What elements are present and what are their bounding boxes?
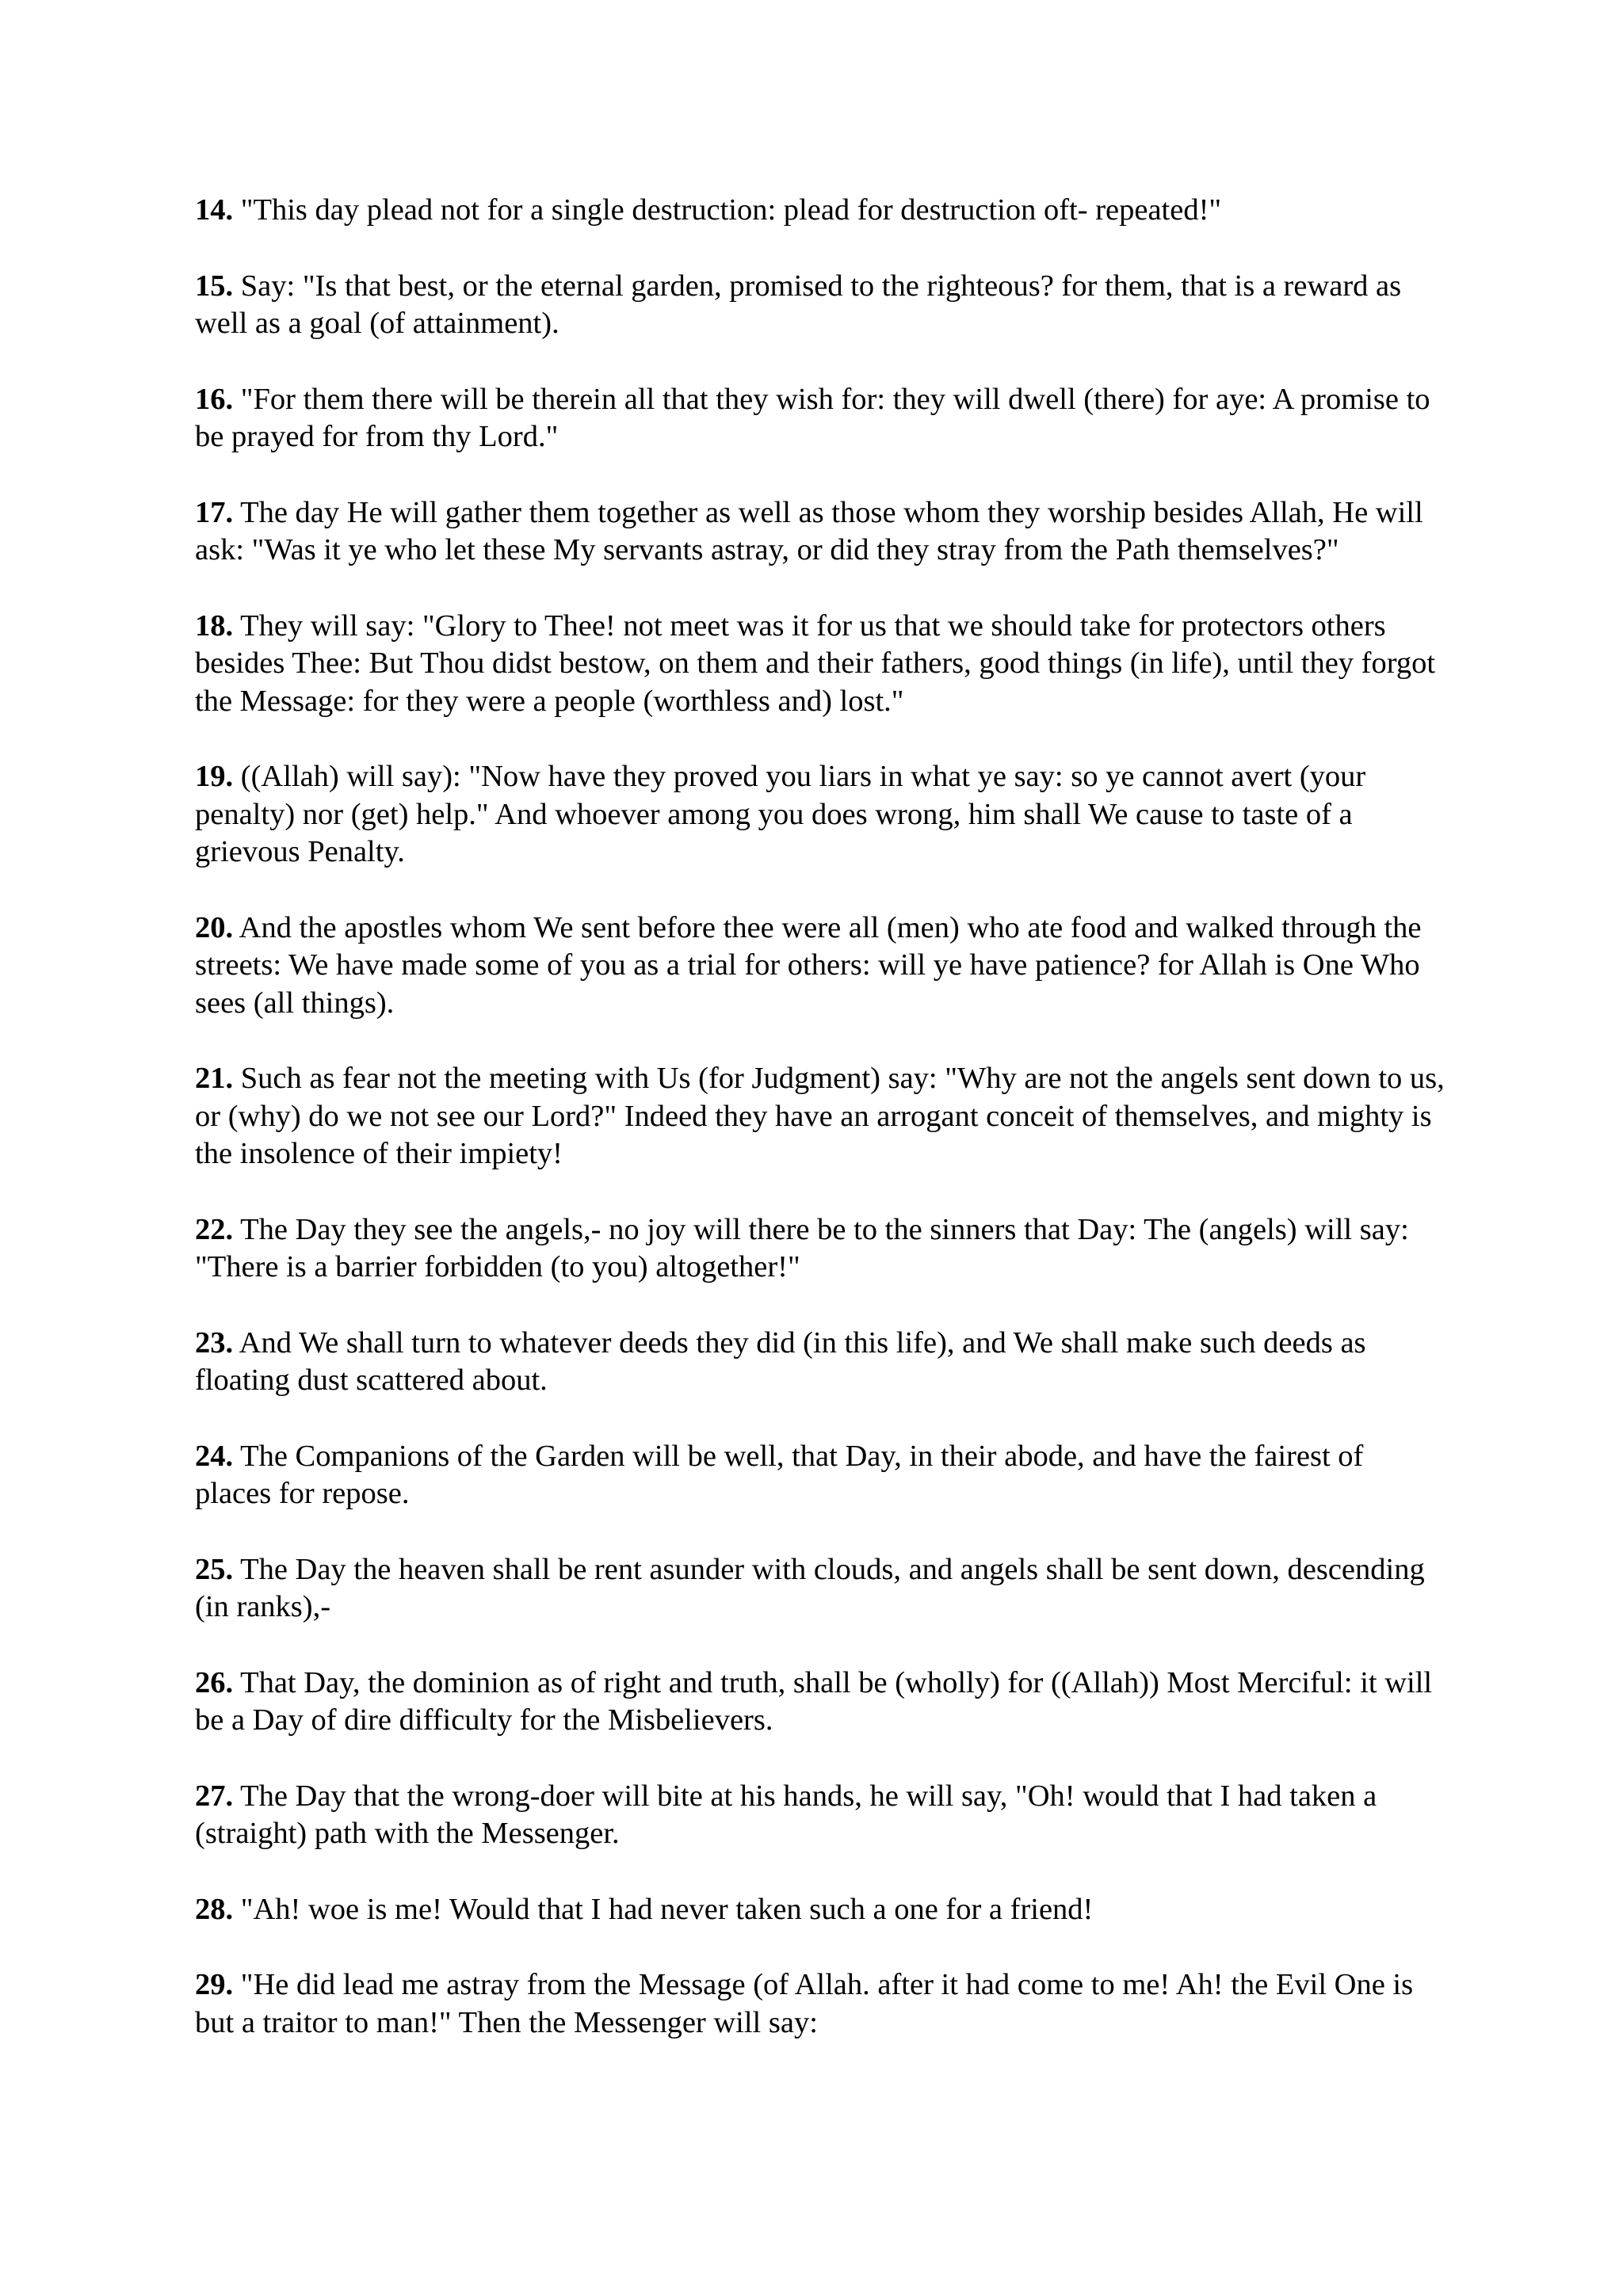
- verse-number: 22.: [195, 1212, 234, 1246]
- verse-20: [195, 910, 1447, 1023]
- verse-14: [195, 192, 1447, 230]
- verse-25: [195, 1551, 1447, 1627]
- verse-number: 14.: [195, 193, 234, 227]
- verse-number: 25.: [195, 1552, 234, 1586]
- verse-number: 17.: [195, 495, 234, 529]
- verse-text: "This day plead not for a single destruction: plead for destruction oft- repeated!": [240, 193, 1222, 227]
- verse-text: Say: "Is that best, or the eternal garden, promised to the righteous? for them, that is a reward as well as a goal (of attainment).: [195, 269, 1402, 340]
- verse-text: The Day that the wrong-doer will bite at his hands, he will say, "Oh! would that I had taken a (straight) path with the Messenger.: [195, 1779, 1377, 1850]
- verse-text: The Companions of the Garden will be well, that Day, in their abode, and have the fairest of places for repose.: [195, 1439, 1364, 1510]
- verse-23: [195, 1325, 1447, 1400]
- verse-number: 28.: [195, 1892, 234, 1926]
- verse-27: [195, 1778, 1447, 1853]
- verse-text: "Ah! woe is me! Would that I had never taken such a one for a friend!: [240, 1892, 1094, 1926]
- verse-number: 23.: [195, 1325, 234, 1360]
- verse-29: [195, 1966, 1447, 2042]
- verse-number: 16.: [195, 382, 234, 416]
- verse-text: The Day they see the angels,- no joy will there be to the sinners that Day: The (angels) will say: "There is a barrier forbidden (to you) altogether!": [195, 1212, 1409, 1283]
- verse-text: The day He will gather them together as well as those whom they worship besides Allah, He will ask: "Was it ye who let these My servants astray, or did they stray from the Path themselves?": [195, 495, 1423, 566]
- verse-text: And We shall turn to whatever deeds they did (in this life), and We shall make such deeds as floating dust scattered about.: [195, 1325, 1366, 1397]
- verse-16: [195, 381, 1447, 456]
- verse-text: That Day, the dominion as of right and truth, shall be (wholly) for ((Allah)) Most Merciful: it will be a Day of dire difficulty for the Misbelievers.: [195, 1665, 1433, 1737]
- verse-26: [195, 1665, 1447, 1740]
- verse-text: They will say: "Glory to Thee! not meet was it for us that we should take for protectors others besides Thee: But Thou didst bestow, on them and their fathers, good things (in life), until they forgot the Message: for they were a people (worthless and) lost.": [195, 608, 1436, 718]
- verse-number: 20.: [195, 910, 234, 944]
- verse-number: 24.: [195, 1439, 234, 1473]
- verse-number: 15.: [195, 269, 234, 303]
- verse-text: Such as fear not the meeting with Us (for Judgment) say: "Why are not the angels sent down to us, or (why) do we not see our Lord?" Indeed they have an arrogant conceit of themselves, and mighty is the insolence of their impiety!: [195, 1062, 1445, 1170]
- verse-text: "He did lead me astray from the Message (of Allah. after it had come to me! Ah! the Evil One is but a traitor to man!" Then the Messenger will say:: [195, 1968, 1414, 2039]
- verse-17: [195, 494, 1447, 570]
- verse-number: 26.: [195, 1665, 234, 1699]
- verse-28: [195, 1891, 1447, 1929]
- verse-19: [195, 758, 1447, 871]
- verse-number: 27.: [195, 1779, 234, 1813]
- verse-text: The Day the heaven shall be rent asunder with clouds, and angels shall be sent down, descending (in ranks),-: [195, 1552, 1425, 1623]
- verse-text: "For them there will be therein all that they wish for: they will dwell (there) for aye: A promise to be prayed for from thy Lord.": [195, 382, 1430, 453]
- verse-text: And the apostles whom We sent before thee were all (men) who ate food and walked through the streets: We have made some of you as a trial for others: will ye have patience? for Allah is One Who sees (all things).: [195, 910, 1422, 1020]
- verse-text: ((Allah) will say): "Now have they proved you liars in what ye say: so ye cannot avert (your penalty) nor (get) help." And whoever among you does wrong, him shall We cause to taste of a grievous Penalty.: [195, 760, 1366, 868]
- verse-number: 19.: [195, 760, 234, 793]
- verse-number: 21.: [195, 1062, 234, 1095]
- verse-number: 29.: [195, 1968, 234, 2001]
- verse-15: [195, 268, 1447, 343]
- verse-24: [195, 1438, 1447, 1513]
- verse-22: [195, 1211, 1447, 1287]
- verse-18: [195, 608, 1447, 721]
- verse-number: 18.: [195, 608, 234, 643]
- document-page: [195, 192, 1447, 2080]
- verse-21: [195, 1060, 1447, 1173]
